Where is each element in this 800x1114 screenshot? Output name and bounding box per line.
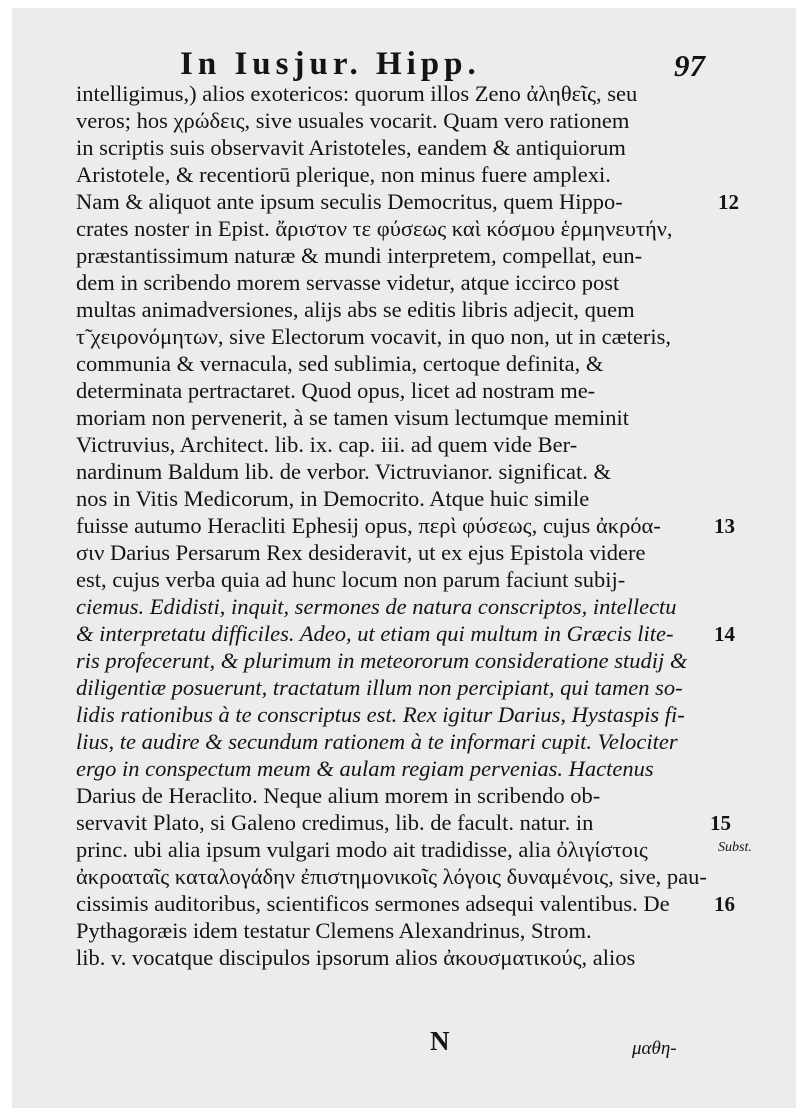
text-line: in scriptis suis observavit Aristoteles, eandem & antiquiorum (76, 135, 626, 160)
text-line: ἀκροαταῖς καταλογάδην ἐπιστημονικοῖς λόγοις δυναμένοις, sive, pau- (76, 864, 707, 889)
text-line: Aristotele, & recentiorū plerique, non minus fuere amplexi. (76, 162, 611, 187)
margin-number-16: 16 (714, 892, 735, 916)
text-line: præstantissimum naturæ & mundi interpretem, compellat, eun- (76, 243, 643, 268)
text-line: veros; hos χρώδεις, sive usuales vocarit. Quam vero rationem (76, 108, 630, 133)
text-line: lidis rationibus à te conscriptus est. Rex igitur Darius, Hystaspis fi- (76, 702, 685, 727)
text-line: diligentiæ posuerunt, tractatum illum non percipiant, qui tamen so- (76, 675, 683, 700)
signature-mark: N (430, 1026, 450, 1056)
text-line: cissimis auditoribus, scientificos sermones adsequi valentibus. De (76, 891, 670, 916)
margin-note-subst: Subst. (718, 840, 752, 855)
text-line: dem in scribendo morem servasse videtur, atque iccirco post (76, 270, 620, 295)
text-line: multas animadversiones, alijs abs se editis libris adjecit, quem (76, 297, 635, 322)
text-line: & interpretatu difficiles. Adeo, ut etiam qui multum in Græcis lite- (76, 621, 674, 646)
text-line: nardinum Baldum lib. de verbor. Victruvianor. significat. & (76, 459, 612, 484)
text-line: fuisse autumo Heracliti Ephesij opus, περὶ φύσεως, cujus ἀκρόα- (76, 513, 661, 538)
text-line: τ̃ χειρονόμητων, sive Electorum vocavit, in quo non, ut in cæteris, (76, 324, 671, 349)
book-page (12, 8, 796, 1108)
margin-number-15: 15 (710, 811, 731, 835)
text-line: ris profecerunt, & plurimum in meteororum consideratione studij & (76, 648, 688, 673)
text-line: princ. ubi alia ipsum vulgari modo ait tradidisse, alia ὀλιγίστοις (76, 837, 648, 862)
text-line: est, cujus verba quia ad hunc locum non parum faciunt subij- (76, 567, 626, 592)
text-line: ciemus. Edidisti, inquit, sermones de natura conscriptos, intellectu (76, 594, 677, 619)
text-line: nos in Vitis Medicorum, in Democrito. Atque huic simile (76, 486, 590, 511)
text-line: Victruvius, Architect. lib. ix. cap. iii. ad quem vide Ber- (76, 432, 578, 457)
text-line: servavit Plato, si Galeno credimus, lib. de facult. natur. in (76, 810, 594, 835)
margin-number-13: 13 (714, 514, 735, 538)
margin-number-14: 14 (714, 622, 735, 646)
text-line: communia & vernacula, sed sublimia, certoque definita, & (76, 351, 604, 376)
text-line: crates noster in Epist. ἄριστον τε φύσεως καὶ κόσμου ἑρμηνευτήν, (76, 216, 673, 241)
text-line: lius, te audire & secundum rationem à te informari cupit. Velociter (76, 729, 678, 754)
text-line: intelligimus,) alios exotericos: quorum illos Zeno ἀληθεῖς, seu (76, 81, 638, 106)
text-line: ergo in conspectum meum & aulam regiam pervenias. Hactenus (76, 756, 654, 781)
text-line: determinata pertractaret. Quod opus, licet ad nostram me- (76, 378, 596, 403)
text-line: Pythagoræis idem testatur Clemens Alexandrinus, Strom. (76, 918, 592, 943)
text-line: Nam & aliquot ante ipsum seculis Democritus, quem Hippo- (76, 189, 623, 214)
catchword: μαθη- (632, 1038, 677, 1059)
running-head: In Iusjur. Hipp. (180, 46, 481, 82)
page-number: 97 (674, 48, 705, 83)
text-line: lib. v. vocatque discipulos ipsorum alios ἀκουσματικούς, alios (76, 945, 636, 970)
text-line: Darius de Heraclito. Neque alium morem in scribendo ob- (76, 783, 601, 808)
margin-number-12: 12 (718, 190, 739, 214)
text-line: moriam non pervenerit, à se tamen visum lectumque meminit (76, 405, 629, 430)
text-line: σιν Darius Persarum Rex desideravit, ut ex ejus Epistola videre (76, 540, 646, 565)
